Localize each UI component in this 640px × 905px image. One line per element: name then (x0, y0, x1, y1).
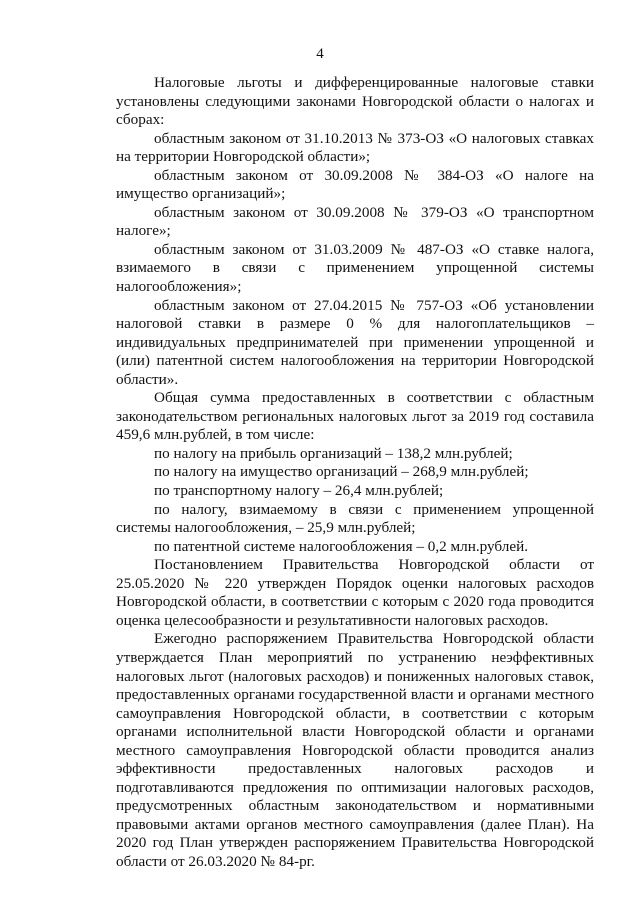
document-body (116, 74, 594, 872)
law-item-tax-rates: областным законом от 31.10.2013 № 373-ОЗ «О налоговых ставках на территории Новгородской области»; (116, 129, 594, 166)
benefit-item-patent-system: по патентной системе налогообложения – 0,2 млн.рублей. (154, 537, 529, 555)
benefit-item-transport-tax: по транспортному налогу – 26,4 млн.рублей; (154, 482, 444, 500)
resolution-paragraph: Постановлением Правительства Новгородской области от 25.05.2020 № 220 утвержден Порядок оценки налоговых расходов Новгородской области, в соответствии с которым с 2020 года проводится оценка целесообразности и результативности налоговых расходов. (116, 556, 594, 629)
total-benefits-paragraph: Общая сумма предоставленных в соответствии с областным законодательством региональных налоговых льгот за 2019 год составила 459,6 млн.рублей, в том числе: (116, 389, 594, 444)
law-item-property-tax: областным законом от 30.09.2008 № 384-ОЗ «О налоге на имущество организаций»; (116, 166, 594, 203)
benefit-item-property-tax: по налогу на имущество организаций – 268,9 млн.рублей; (154, 463, 529, 481)
law-item-simplified-tax: областным законом от 31.03.2009 № 487-ОЗ «О ставке налога, взимаемого в связи с применением упрощенной системы налогообложения»; (116, 240, 594, 296)
benefit-item-profit-tax: по налогу на прибыль организаций – 138,2 млн.рублей; (154, 444, 513, 462)
law-item-zero-rate: областным законом от 27.04.2015 № 757-ОЗ «Об установлении налоговой ставки в размере 0 % для налогоплательщиков – индивидуальных предпринимателей при применении упрощенной и (или) патентной систем налогообложения на территории Новгородской области». (116, 296, 594, 388)
annual-plan-paragraph: Ежегодно распоряжением Правительства Новгородской области утверждается План мероприятий по устранению неэффективных налоговых льгот (налоговых расходов) и пониженных налоговых ставок, предоставленных органами государственной власти и органами местного самоуправления Новгородской области, в соответствии с которым органами исполнительной власти Новгородской области и органами местного самоуправления Новгородской области проводится анализ эффективности предоставленных налоговых расходов и подготавливаются предложения по оптимизации налоговых расходов, предусмотренных областным законодательством и нормативными правовыми актами органов местного самоуправления (далее План). На 2020 год План утвержден распоряжением Правительства Новгородской области от 26.03.2020 № 84-рг. (116, 630, 594, 870)
law-item-transport-tax: областным законом от 30.09.2008 № 379-ОЗ «О транспортном налоге»; (116, 203, 594, 240)
page-number: 4 (316, 46, 324, 62)
intro-paragraph: Налоговые льготы и дифференцированные налоговые ставки установлены следующими законами Новгородской области о налогах и сборах: (116, 74, 594, 129)
benefit-item-simplified-tax: по налогу, взимаемому в связи с применением упрощенной системы налогообложения, – 25,9 млн.рублей; (116, 500, 594, 537)
